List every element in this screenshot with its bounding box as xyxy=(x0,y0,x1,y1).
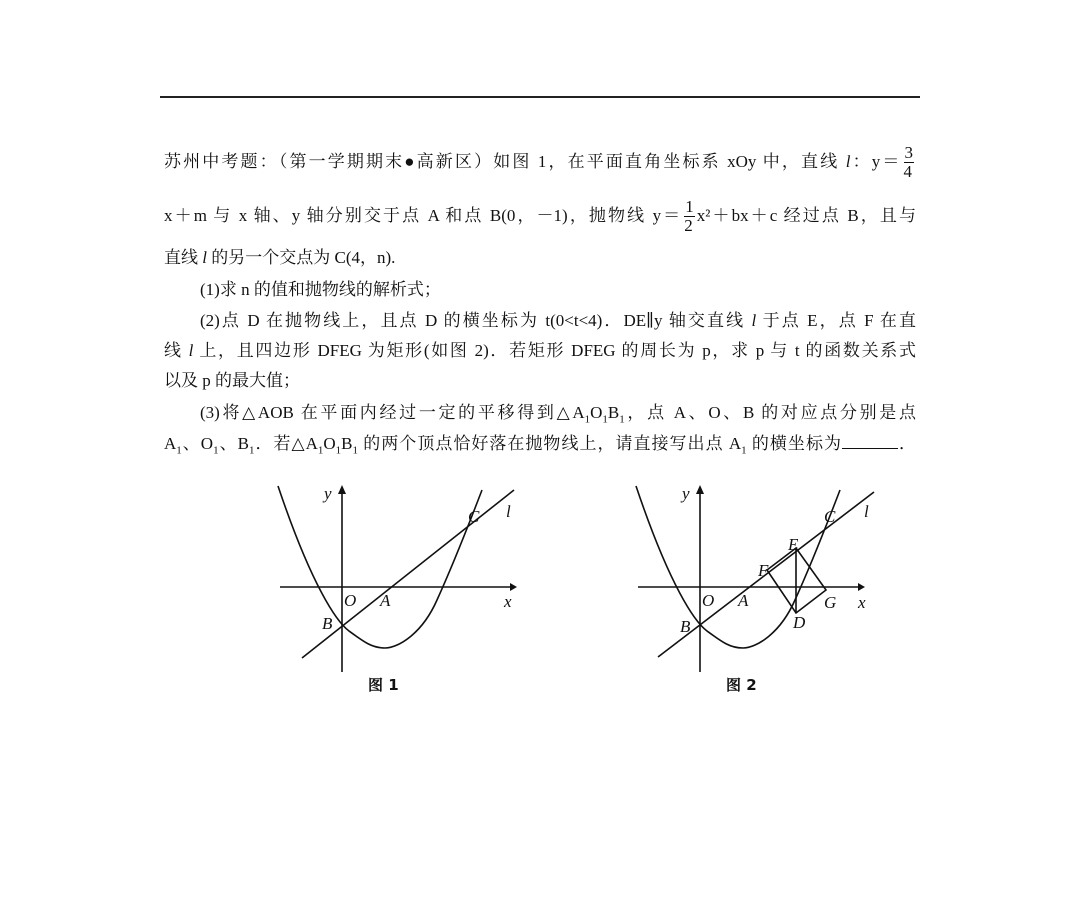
line-l-var: l xyxy=(188,341,194,360)
text-segment: 以及 p 的最大值； xyxy=(164,371,300,390)
text-segment: 的另一个交点为 C(4，n). xyxy=(206,248,396,267)
text-segment: x²＋bx＋c 经过点 B，且与 xyxy=(696,206,916,225)
figure-1 xyxy=(272,482,522,697)
text-segment: 直线 xyxy=(164,248,203,267)
y-axis-arrow xyxy=(696,485,704,494)
label-B: B xyxy=(322,614,333,633)
text-segment: ：y＝ xyxy=(850,152,902,171)
fraction-numerator: 3 xyxy=(904,142,913,162)
label-D: D xyxy=(793,613,806,632)
parabola xyxy=(278,486,482,648)
subscript: 1 xyxy=(213,444,219,457)
line-l-var: l xyxy=(845,152,851,171)
fraction-1-2 xyxy=(684,198,695,235)
text-segment: x＋m 与 x 轴、y 轴分别交于点 A 和点 B(0，－1)，抛物线 y＝ xyxy=(164,206,683,225)
text-segment: ，点 A、O、B 的对应点分别是点 xyxy=(624,403,916,422)
subscript: 1 xyxy=(741,444,747,457)
text-segment: ．若△A xyxy=(254,434,318,453)
subscript: 1 xyxy=(317,444,324,457)
text-segment: 上，且四边形 DFEG 为矩形(如图 2)．若矩形 DFEG 的周长为 p，求 p 与 t 的函数关系式 xyxy=(193,341,917,360)
x-axis-arrow xyxy=(858,583,865,591)
figure-1-caption: 图 1 xyxy=(368,676,399,694)
label-B: B xyxy=(680,617,691,636)
subscript: 1 xyxy=(248,444,255,457)
line-l xyxy=(302,490,514,658)
subscript: 1 xyxy=(602,413,608,426)
fraction-denominator: 4 xyxy=(903,161,912,181)
label-C: C xyxy=(468,507,480,526)
fraction-numerator: 1 xyxy=(685,196,694,216)
label-l: l xyxy=(506,502,511,521)
y-axis-arrow xyxy=(338,485,346,494)
text-segment: O xyxy=(590,403,603,422)
text-segment: (2)点 D 在抛物线上，且点 D 的横坐标为 t(0<t<4)．DE∥y 轴交直线 xyxy=(200,311,752,330)
problem-line-1 xyxy=(164,140,916,184)
question-2-line-2 xyxy=(164,341,916,361)
label-A: A xyxy=(380,591,391,610)
label-x: x xyxy=(504,592,512,611)
text-segment: ． xyxy=(897,434,916,453)
label-O: O xyxy=(702,591,715,610)
text-segment: (1)求 n 的值和抛物线的解析式； xyxy=(200,280,441,299)
text-segment: O xyxy=(323,434,336,453)
text-segment: 线 xyxy=(164,341,189,360)
header-rule xyxy=(160,96,920,98)
question-3-line-2 xyxy=(164,434,916,460)
answer-blank[interactable] xyxy=(842,434,898,449)
problem-line-2 xyxy=(164,194,916,238)
question-1 xyxy=(200,280,916,300)
label-F: F xyxy=(758,561,769,580)
label-l: l xyxy=(864,502,869,521)
label-C: C xyxy=(824,507,836,526)
label-O: O xyxy=(344,591,357,610)
subscript: 1 xyxy=(335,444,342,457)
text-segment: B xyxy=(607,403,620,422)
subscript: 1 xyxy=(584,413,591,426)
fraction-3-4 xyxy=(904,144,915,181)
label-x: x xyxy=(858,593,866,612)
fraction-denominator: 2 xyxy=(684,215,693,235)
subscript: 1 xyxy=(176,444,182,457)
problem-line-3 xyxy=(164,248,916,268)
line-l-var: l xyxy=(751,311,757,330)
figure-2 xyxy=(630,482,920,697)
text-segment: 的两个顶点恰好落在抛物线上，请直接写出点 A xyxy=(358,434,742,453)
text-segment: (3)将△AOB 在平面内经过一定的平移得到△A xyxy=(200,403,585,422)
text-segment: 、O xyxy=(181,434,214,453)
subscript: 1 xyxy=(352,444,359,457)
question-2-line-1 xyxy=(200,311,916,331)
text-segment: 于点 E，点 F 在直 xyxy=(756,311,916,330)
label-y: y xyxy=(324,484,332,503)
text-segment: A xyxy=(164,434,177,453)
label-A: A xyxy=(738,591,749,610)
label-G: G xyxy=(824,593,837,612)
label-E: E xyxy=(788,535,799,554)
subscript: 1 xyxy=(619,413,625,426)
figure-2-caption: 图 2 xyxy=(726,676,757,694)
text-segment: 、B xyxy=(218,434,249,453)
question-2-line-3 xyxy=(164,371,916,391)
text-segment: 的横坐标为 xyxy=(746,434,842,453)
label-y: y xyxy=(682,484,690,503)
question-3-line-1 xyxy=(200,403,916,429)
line-l-var: l xyxy=(202,248,207,267)
text-segment: B xyxy=(341,434,353,453)
text-segment: 苏州中考题：（第一学期期末●高新区）如图 1，在平面直角坐标系 xOy 中，直线 xyxy=(164,152,846,171)
x-axis-arrow xyxy=(510,583,517,591)
